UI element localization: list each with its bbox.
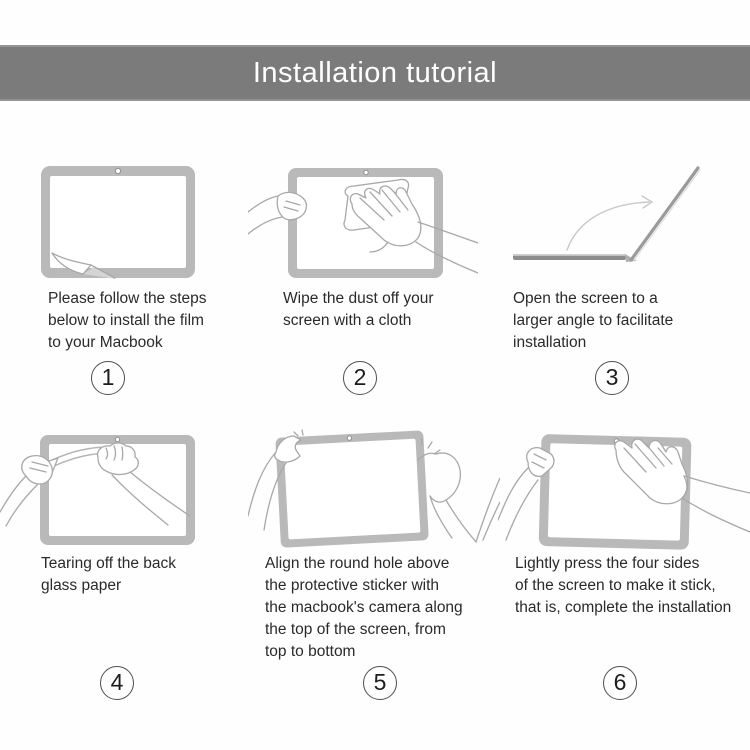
step-4-caption: Tearing off the back glass paper	[41, 555, 176, 594]
step-2-caption: Wipe the dust off your screen with a cloth	[283, 290, 434, 329]
tear-backing-paper-illustration	[0, 420, 240, 550]
step-5-caption: Align the round hole above the protective sticker with the macbook's camera along the top of the screen, from top to bottom	[265, 555, 463, 660]
press-four-sides-illustration	[498, 420, 750, 555]
step-6-number-badge: 6	[603, 666, 637, 700]
wipe-screen-with-cloth-illustration	[248, 160, 478, 285]
step-4-number-badge: 4	[100, 666, 134, 700]
step-3-caption: Open the screen to a larger angle to facilitate installation	[513, 290, 674, 351]
film-peeled-corner-illustration	[38, 162, 198, 282]
step-1-number-badge: 1	[91, 361, 125, 395]
step-1-caption: Please follow the steps below to install the film to your Macbook	[48, 290, 207, 351]
open-laptop-angle-illustration	[505, 152, 710, 267]
step-3-number-badge: 3	[595, 361, 629, 395]
step-5-number-badge: 5	[363, 666, 397, 700]
step-2-number-badge: 2	[343, 361, 377, 395]
page-title: Installation tutorial	[0, 45, 750, 101]
align-film-camera-illustration	[248, 418, 500, 553]
step-6-caption: Lightly press the four sides of the screen to make it stick, that is, complete the installation	[515, 555, 732, 616]
